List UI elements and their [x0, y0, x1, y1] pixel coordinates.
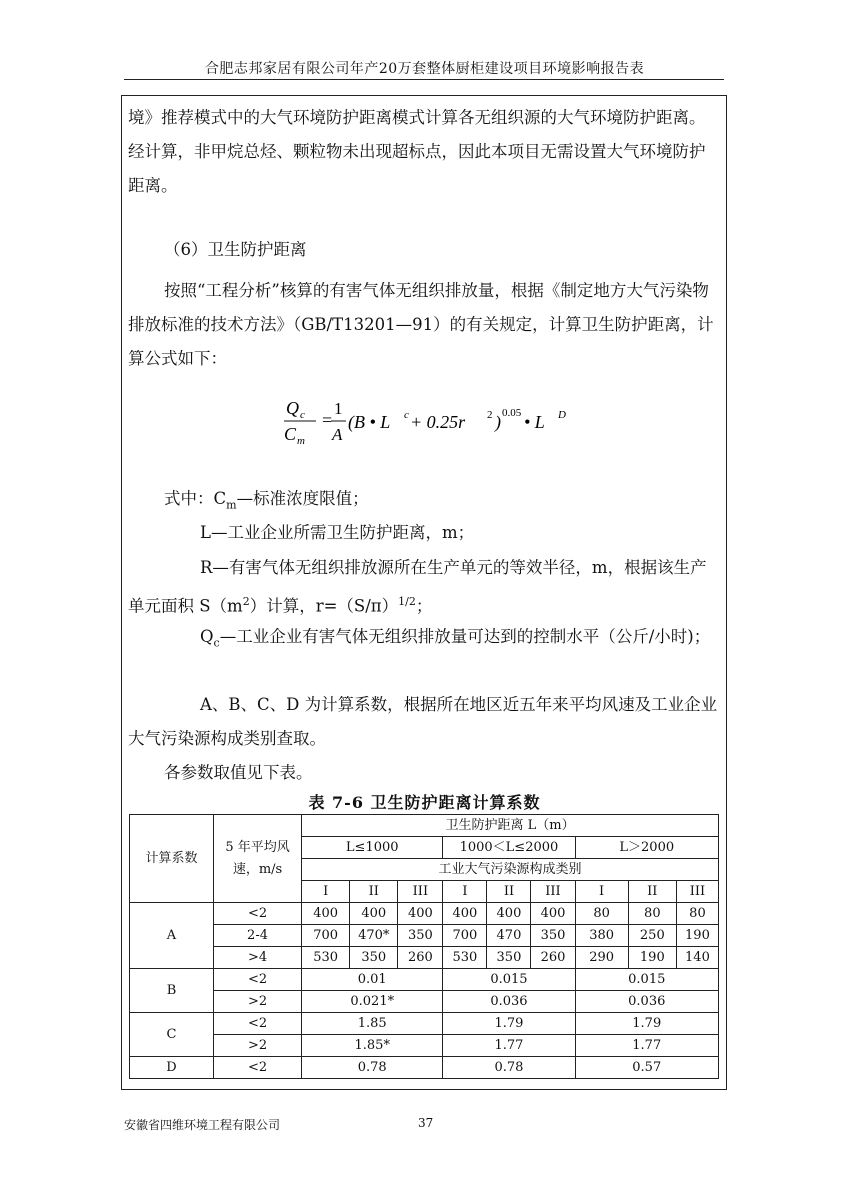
definition-r-text: R—有害气体无组织排放源所在生产单元的等效半径，m，根据该生产单元面积 S（m	[128, 558, 707, 616]
header-range: L≤1000	[302, 837, 443, 859]
header-class: III	[531, 881, 575, 903]
formula-exp-2: 2	[487, 409, 493, 421]
definition-r-end: ；	[415, 596, 433, 616]
wind-cell: <2	[213, 1013, 301, 1035]
value-cell: 350	[350, 947, 398, 969]
formula-equals: =	[322, 410, 333, 430]
value-cell: 1.79	[443, 1013, 575, 1035]
formula-numerator: Q	[286, 398, 299, 418]
definition-r-formula: ）计算，r=（S/π）	[249, 596, 399, 616]
definition-r-sup2: 1/2	[398, 595, 416, 608]
value-cell: 400	[302, 903, 350, 925]
value-cell: 400	[350, 903, 398, 925]
header-range: 1000＜L≤2000	[443, 837, 575, 859]
formula-close: )	[495, 412, 501, 432]
header-class: I	[575, 881, 628, 903]
definition-cm-prefix: 式中：C	[164, 489, 227, 508]
value-cell: 1.79	[575, 1013, 719, 1035]
section-heading: （6）卫生防护距离	[164, 240, 307, 259]
paragraph-atmospheric-distance: 境》推荐模式中的大气环境防护距离模式计算各无组织源的大气环境防护距离。经计算，非甲烷总烃、颗粒物未出现超标点，因此本项目无需设置大气环境防护距离。	[128, 108, 706, 195]
value-cell: 140	[676, 947, 718, 969]
value-cell: 400	[531, 903, 575, 925]
paragraph-method: 按照“工程分析”核算的有害气体无组织排放量，根据《制定地方大气污染物排放标准的技术方法》（GB/T13201—91）的有关规定，计算卫生防护距离，计算公式如下：	[128, 281, 714, 368]
value-cell: 1.85*	[302, 1035, 443, 1057]
coef-label-b: B	[130, 969, 214, 1013]
header-class: III	[676, 881, 718, 903]
coef-label-c: C	[130, 1013, 214, 1057]
coef-label-a: A	[130, 903, 214, 969]
value-cell: 350	[531, 925, 575, 947]
definition-cm-sub: m	[226, 498, 237, 512]
value-cell: 250	[628, 925, 676, 947]
wind-cell: >2	[213, 991, 301, 1013]
formula-coef-num: 1	[334, 399, 343, 418]
coef-label-d: D	[130, 1057, 214, 1079]
wind-cell: >4	[213, 947, 301, 969]
value-cell: 80	[676, 903, 718, 925]
value-cell: 400	[398, 903, 443, 925]
sanitary-distance-formula	[284, 396, 584, 446]
header-rule	[124, 79, 724, 80]
value-cell: 530	[302, 947, 350, 969]
value-cell: 530	[443, 947, 487, 969]
formula-plus: + 0.25r	[410, 412, 466, 432]
value-cell: 700	[302, 925, 350, 947]
value-cell: 0.036	[575, 991, 719, 1013]
value-cell: 190	[676, 925, 718, 947]
see-table-note: 各参数取值见下表。	[164, 763, 313, 782]
definition-qc-text: —工业企业有害气体无组织排放量可达到的控制水平（公斤/小时)；	[219, 627, 711, 646]
value-cell: 260	[531, 947, 575, 969]
value-cell: 260	[398, 947, 443, 969]
formula-expression: (B • L	[348, 412, 391, 432]
header-wind: 5 年平均风速，m/s	[213, 815, 301, 903]
header-class: II	[350, 881, 398, 903]
formula-denominator-sub: m	[297, 435, 305, 446]
value-cell: 80	[575, 903, 628, 925]
footer-company: 安徽省四维环境工程有限公司	[124, 1118, 281, 1132]
formula-exp-c: c	[404, 409, 409, 421]
wind-cell: 2-4	[213, 925, 301, 947]
wind-cell: <2	[213, 903, 301, 925]
header-class: II	[487, 881, 531, 903]
value-cell: 0.036	[443, 991, 575, 1013]
value-cell: 0.015	[443, 969, 575, 991]
value-cell: 1.85	[302, 1013, 443, 1035]
value-cell: 1.77	[575, 1035, 719, 1057]
definition-l: L—工业企业所需卫生防护距离，m；	[200, 523, 475, 542]
value-cell: 80	[628, 903, 676, 925]
header-distance: 卫生防护距离 L（m）	[302, 815, 719, 837]
formula-exp-d: D	[558, 409, 566, 421]
value-cell: 470	[487, 925, 531, 947]
formula-denominator: C	[284, 424, 297, 444]
formula-coef-den: A	[332, 425, 343, 444]
header-coef: 计算系数	[130, 815, 214, 903]
table-title: 表 7-6 卫生防护距离计算系数	[308, 793, 541, 812]
formula-exp-005: 0.05	[502, 407, 522, 419]
definition-qc	[128, 620, 720, 660]
header-class: I	[443, 881, 487, 903]
definition-r	[128, 551, 720, 624]
header-class: II	[628, 881, 676, 903]
header-category: 工业大气污染源构成类别	[302, 859, 719, 881]
value-cell: 400	[443, 903, 487, 925]
formula-tail: • L	[524, 412, 545, 432]
definition-r-sup: 2	[242, 595, 250, 608]
formula-numerator-sub: c	[300, 409, 305, 421]
value-cell: 1.77	[443, 1035, 575, 1057]
definition-qc-prefix: Q	[200, 627, 214, 646]
header-range: L＞2000	[575, 837, 719, 859]
value-cell: 190	[628, 947, 676, 969]
definition-cm-text: —标准浓度限值；	[236, 489, 369, 508]
value-cell: 0.78	[443, 1057, 575, 1079]
wind-cell: >2	[213, 1035, 301, 1057]
header-class: I	[302, 881, 350, 903]
wind-cell: <2	[213, 1057, 301, 1079]
definition-qc-sub: c	[213, 636, 220, 650]
value-cell: 0.015	[575, 969, 719, 991]
value-cell: 0.021*	[302, 991, 443, 1013]
wind-cell: <2	[213, 969, 301, 991]
value-cell: 0.57	[575, 1057, 719, 1079]
page-number: 37	[418, 1116, 434, 1130]
value-cell: 350	[398, 925, 443, 947]
value-cell: 290	[575, 947, 628, 969]
value-cell: 350	[487, 947, 531, 969]
header-class: III	[398, 881, 443, 903]
value-cell: 0.01	[302, 969, 443, 991]
coefficient-table	[129, 814, 719, 1079]
value-cell: 400	[487, 903, 531, 925]
value-cell: 700	[443, 925, 487, 947]
definition-abcd: A、B、C、D 为计算系数，根据所在地区近五年来平均风速及工业企业大气污染源构成类别查取。	[128, 695, 718, 748]
page-header-title: 合肥志邦家居有限公司年产20万套整体厨柜建设项目环境影响报告表	[204, 61, 645, 77]
value-cell: 0.78	[302, 1057, 443, 1079]
value-cell: 470*	[350, 925, 398, 947]
value-cell: 380	[575, 925, 628, 947]
